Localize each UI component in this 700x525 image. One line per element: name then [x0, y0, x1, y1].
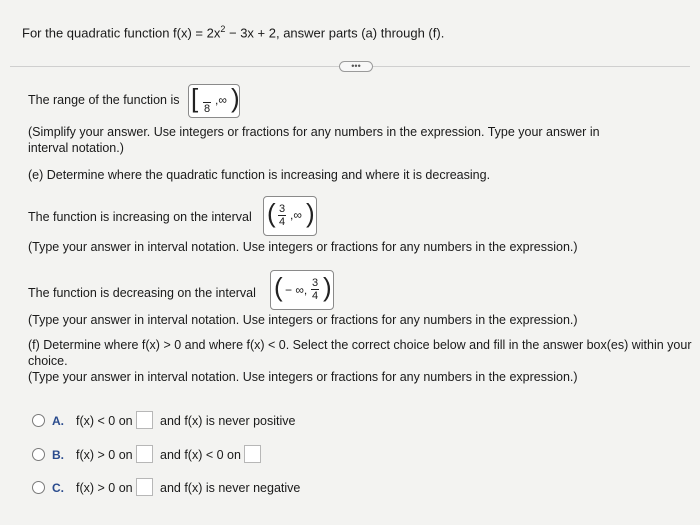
choice-c-pre: f(x) > 0 on: [76, 481, 133, 495]
choice-b-input-2[interactable]: [244, 445, 261, 463]
decreasing-close-paren: ): [323, 272, 332, 302]
decreasing-fraction: $\frac{3}{4}$: [312, 277, 319, 302]
range-hint-2: interval notation.): [28, 141, 124, 155]
decreasing-hint: (Type your answer in interval notation. Use integers or fractions for any numbers in the expression.): [28, 313, 578, 327]
choice-c-input[interactable]: [136, 478, 153, 496]
choice-b-pre: f(x) > 0 on: [76, 448, 133, 462]
increasing-answer-box[interactable]: [263, 196, 317, 236]
part-f-question-2: choice.: [28, 354, 68, 368]
choice-c-letter: C.: [52, 481, 64, 495]
decreasing-answer-box[interactable]: [270, 270, 334, 310]
choice-b-post: and f(x) < 0 on: [160, 448, 241, 462]
increasing-infinity: ,∞: [290, 208, 302, 222]
range-hint: (Simplify your answer. Use integers or fractions for any numbers in the expression. Type your answer in: [28, 125, 600, 139]
increasing-fraction: $\frac{3}{4}$: [279, 203, 286, 228]
part-f-hint: (Type your answer in interval notation. Use integers or fractions for any numbers in the expression.): [28, 370, 578, 384]
choice-b-input-1[interactable]: [136, 445, 153, 463]
choice-b-letter: B.: [52, 448, 64, 462]
choice-a-pre: f(x) < 0 on: [76, 414, 133, 428]
part-f-question: (f) Determine where f(x) > 0 and where f(x) < 0. Select the correct choice below and fill in the answer box(es) within your: [28, 338, 692, 352]
increasing-open-paren: (: [267, 198, 276, 228]
choice-a-radio[interactable]: [32, 414, 45, 427]
choice-c-post: and f(x) is never negative: [160, 481, 301, 495]
choice-c-radio[interactable]: [32, 481, 45, 494]
question-header: [22, 24, 444, 40]
header-suffix: − 3x + 2, answer parts (a) through (f).: [225, 25, 445, 41]
decreasing-open-paren: (: [274, 272, 283, 302]
range-fraction: 8: [203, 90, 211, 115]
range-infinity: ,∞: [215, 93, 227, 107]
choice-a-letter: A.: [52, 414, 64, 428]
increasing-close-paren: ): [306, 198, 315, 228]
increasing-hint: (Type your answer in interval notation. Use integers or fractions for any numbers in the expression.): [28, 240, 578, 254]
header-prefix: For the quadratic function f(x) = 2x: [22, 25, 221, 41]
decreasing-label: The function is decreasing on the interval: [28, 286, 256, 300]
range-label: The range of the function is: [28, 93, 180, 107]
part-e-question: (e) Determine where the quadratic function is increasing and where it is decreasing.: [28, 168, 491, 182]
choice-a-input[interactable]: [136, 411, 153, 429]
choice-a-post: and f(x) is never positive: [160, 414, 296, 428]
choice-b-radio[interactable]: [32, 448, 45, 461]
range-open-bracket: [: [191, 83, 199, 113]
increasing-label: The function is increasing on the interval: [28, 210, 252, 224]
decreasing-neg-infinity: − ∞,: [285, 283, 308, 297]
range-close-paren: ): [231, 83, 240, 113]
more-button[interactable]: •••: [339, 61, 373, 72]
range-answer-box[interactable]: [188, 84, 240, 118]
header-exponent: 2: [220, 24, 226, 34]
